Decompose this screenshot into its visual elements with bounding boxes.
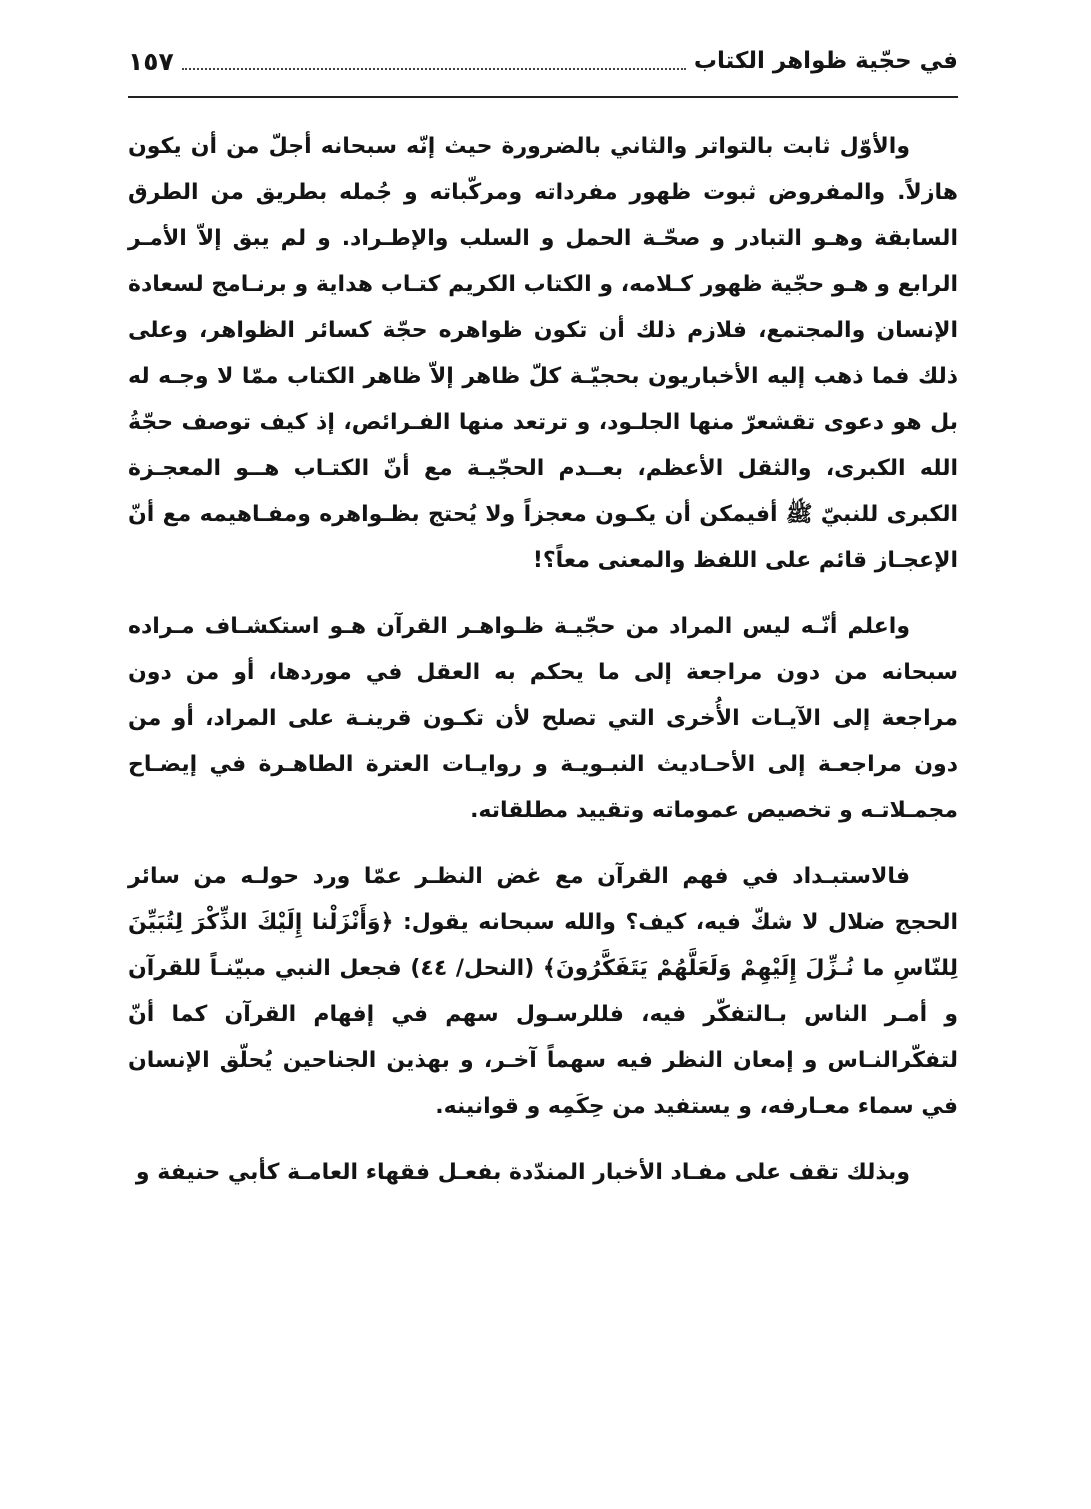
header-rule xyxy=(128,96,958,98)
running-header xyxy=(128,36,958,86)
paragraph-2: واعلم أنّـه ليس المراد من حجّيـة ظـواهـر القرآن هـو استكشـاف مـراده سبحانه من دون مراجعة إلى ما يحكم به العقل في موردها، أو من دون مراجعة إلى الآيـات الأُخرى التي تصلح لأن تكـون قرينـة على المراد، أو من دون مراجعـة إلى الأحـاديث النبـويـة و روايـات العترة الطاهـرة في إيضـاح مجمـلاتـه و تخصيص عموماته وتقييد مطلقاته. xyxy=(128,614,958,823)
paragraph-4: وبذلك تقف على مفـاد الأخبار المندّدة بفعـل فقهاء العامـة كأبي حنيفة و xyxy=(135,1160,910,1185)
dot-leader xyxy=(182,68,686,70)
body-text xyxy=(128,124,958,1196)
running-header-title: في حجّية ظواهر الكتاب xyxy=(693,48,958,74)
paragraph-1: والأوّل ثابت بالتواتر والثاني بالضرورة حيث إنّه سبحانه أجلّ من أن يكون هازلاً. والمفروض ثبوت ظهور مفرداته ومركّباته و جُمله بطريق من الطرق السابقة وهـو التبادر و صحّـة الحمل و السلب والإطـراد. و لم يبق إلاّ الأمـر الرابع و هـو حجّية ظهور كـلامه، و الكتاب الكريم كتـاب هداية و برنـامج لسعادة الإنسان والمجتمع، فلازم ذلك أن تكون ظواهره حجّة كسائر الظواهر، وعلى ذلك فما ذهب إليه الأخباريون بحجيّـة كلّ ظاهر إلاّ ظاهر الكتاب ممّا لا وجـه له بل هو دعوى تقشعرّ منها الجلـود، و ترتعد منها الفـرائص، إذ كيف توصف حجّةُ الله الكبرى، والثقل الأعظم، بعــدم الحجّيـة مع أنّ الكتـاب هــو المعجـزة الكبرى للنبيّ ﷺ أفيمكن أن يكـون معجزاً ولا يُحتج بظـواهره ومفـاهيمه مع أنّ الإعجـاز قائم على اللفظ والمعنى معاً؟! xyxy=(128,134,958,573)
page-number: ١٥٧ xyxy=(128,46,174,76)
paragraph-3: فالاستبـداد في فهم القرآن مع غض النظـر عمّا ورد حولـه من سائر الحجج ضلال لا شكّ فيه، كيف؟ والله سبحانه يقول: ﴿وَأَنْزَلْنا إِلَيْكَ الذِّكْرَ لِتُبَيِّنَ لِلنّاسِ ما نُـزِّلَ إِلَيْهِمْ وَلَعَلَّهُمْ يَتَفَكَّرُونَ﴾ (النحل/ ٤٤) فجعل النبي مبيّنـاً للقرآن و أمـر الناس بـالتفكّر فيه، فللرسـول سهم في إفهام القرآن كما أنّ لتفكّرالنـاس و إمعان النظر فيه سهماً آخـر، و بهذين الجناحين يُحلّق الإنسان في سماء معـارفه، و يستفيد من حِكَمِه و قوانينه. xyxy=(128,864,958,1119)
